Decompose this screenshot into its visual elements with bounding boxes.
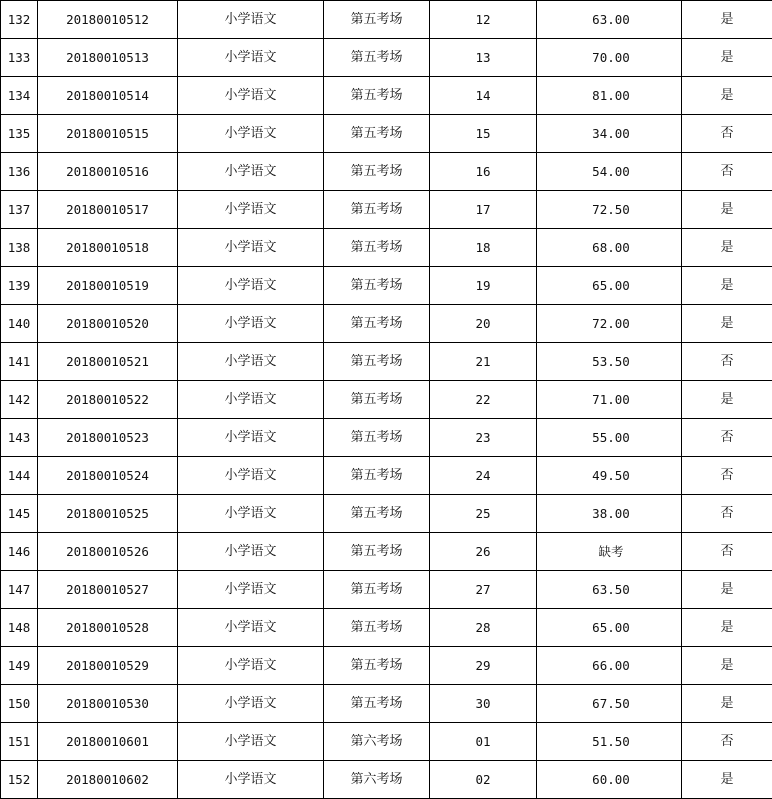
cell-subject: 小学语文: [178, 571, 324, 609]
cell-seat-number: 26: [430, 533, 537, 571]
cell-subject: 小学语文: [178, 153, 324, 191]
cell-seq: 138: [1, 229, 38, 267]
cell-candidate-id: 20180010512: [38, 1, 178, 39]
cell-score: 65.00: [537, 609, 682, 647]
cell-seat-number: 18: [430, 229, 537, 267]
cell-seq: 142: [1, 381, 38, 419]
cell-exam-room: 第五考场: [324, 533, 430, 571]
cell-subject: 小学语文: [178, 77, 324, 115]
cell-seq: 136: [1, 153, 38, 191]
cell-score: 71.00: [537, 381, 682, 419]
cell-candidate-id: 20180010519: [38, 267, 178, 305]
cell-candidate-id: 20180010602: [38, 761, 178, 799]
cell-exam-room: 第五考场: [324, 1, 430, 39]
cell-seat-number: 30: [430, 685, 537, 723]
cell-candidate-id: 20180010518: [38, 229, 178, 267]
table-row: [1, 153, 772, 191]
cell-exam-room: 第五考场: [324, 609, 430, 647]
cell-subject: 小学语文: [178, 191, 324, 229]
cell-subject: 小学语文: [178, 39, 324, 77]
cell-qualified: 是: [682, 39, 772, 77]
cell-seq: 139: [1, 267, 38, 305]
cell-score: 67.50: [537, 685, 682, 723]
cell-seq: 150: [1, 685, 38, 723]
cell-exam-room: 第五考场: [324, 153, 430, 191]
cell-subject: 小学语文: [178, 381, 324, 419]
cell-seq: 146: [1, 533, 38, 571]
cell-seq: 144: [1, 457, 38, 495]
cell-candidate-id: 20180010526: [38, 533, 178, 571]
cell-candidate-id: 20180010521: [38, 343, 178, 381]
cell-candidate-id: 20180010528: [38, 609, 178, 647]
cell-exam-room: 第五考场: [324, 191, 430, 229]
cell-qualified: 是: [682, 647, 772, 685]
cell-subject: 小学语文: [178, 305, 324, 343]
cell-score: 81.00: [537, 77, 682, 115]
table-row: [1, 457, 772, 495]
cell-seat-number: 19: [430, 267, 537, 305]
table-row: [1, 571, 772, 609]
cell-score: 51.50: [537, 723, 682, 761]
table-row: [1, 723, 772, 761]
cell-qualified: 是: [682, 191, 772, 229]
cell-exam-room: 第五考场: [324, 381, 430, 419]
cell-seat-number: 21: [430, 343, 537, 381]
cell-subject: 小学语文: [178, 267, 324, 305]
cell-exam-room: 第五考场: [324, 647, 430, 685]
cell-subject: 小学语文: [178, 647, 324, 685]
table-row: [1, 609, 772, 647]
cell-candidate-id: 20180010525: [38, 495, 178, 533]
cell-exam-room: 第五考场: [324, 685, 430, 723]
cell-subject: 小学语文: [178, 495, 324, 533]
cell-exam-room: 第五考场: [324, 77, 430, 115]
cell-qualified: 是: [682, 1, 772, 39]
table-row: [1, 267, 772, 305]
table-row: [1, 115, 772, 153]
cell-candidate-id: 20180010520: [38, 305, 178, 343]
cell-seat-number: 22: [430, 381, 537, 419]
cell-score: 63.00: [537, 1, 682, 39]
cell-qualified: 否: [682, 457, 772, 495]
cell-seq: 137: [1, 191, 38, 229]
cell-seq: 151: [1, 723, 38, 761]
cell-score: 66.00: [537, 647, 682, 685]
table-row: [1, 305, 772, 343]
cell-exam-room: 第六考场: [324, 761, 430, 799]
cell-qualified: 是: [682, 305, 772, 343]
cell-exam-room: 第五考场: [324, 495, 430, 533]
table-row: [1, 77, 772, 115]
cell-score: 63.50: [537, 571, 682, 609]
cell-qualified: 否: [682, 115, 772, 153]
cell-candidate-id: 20180010522: [38, 381, 178, 419]
cell-qualified: 是: [682, 77, 772, 115]
cell-candidate-id: 20180010513: [38, 39, 178, 77]
table-row: [1, 647, 772, 685]
cell-candidate-id: 20180010515: [38, 115, 178, 153]
table-row: [1, 191, 772, 229]
cell-candidate-id: 20180010514: [38, 77, 178, 115]
cell-subject: 小学语文: [178, 723, 324, 761]
cell-seq: 140: [1, 305, 38, 343]
cell-subject: 小学语文: [178, 1, 324, 39]
cell-seq: 133: [1, 39, 38, 77]
cell-candidate-id: 20180010516: [38, 153, 178, 191]
cell-seq: 152: [1, 761, 38, 799]
cell-candidate-id: 20180010527: [38, 571, 178, 609]
cell-seat-number: 14: [430, 77, 537, 115]
cell-seat-number: 17: [430, 191, 537, 229]
cell-exam-room: 第五考场: [324, 115, 430, 153]
cell-subject: 小学语文: [178, 115, 324, 153]
cell-seat-number: 13: [430, 39, 537, 77]
cell-score: 65.00: [537, 267, 682, 305]
cell-seq: 149: [1, 647, 38, 685]
table-row: [1, 1, 772, 39]
cell-candidate-id: 20180010601: [38, 723, 178, 761]
cell-exam-room: 第五考场: [324, 229, 430, 267]
cell-score: 72.00: [537, 305, 682, 343]
table-row: [1, 229, 772, 267]
cell-seat-number: 15: [430, 115, 537, 153]
cell-subject: 小学语文: [178, 685, 324, 723]
cell-seq: 135: [1, 115, 38, 153]
table-row: [1, 419, 772, 457]
cell-seat-number: 20: [430, 305, 537, 343]
cell-seat-number: 12: [430, 1, 537, 39]
table-body: [1, 1, 772, 799]
cell-score: 68.00: [537, 229, 682, 267]
cell-seat-number: 28: [430, 609, 537, 647]
table-row: [1, 343, 772, 381]
cell-seat-number: 24: [430, 457, 537, 495]
cell-exam-room: 第五考场: [324, 39, 430, 77]
cell-qualified: 是: [682, 267, 772, 305]
cell-seat-number: 02: [430, 761, 537, 799]
cell-seat-number: 27: [430, 571, 537, 609]
cell-qualified: 否: [682, 343, 772, 381]
cell-qualified: 否: [682, 533, 772, 571]
cell-exam-room: 第六考场: [324, 723, 430, 761]
cell-seq: 132: [1, 1, 38, 39]
cell-subject: 小学语文: [178, 609, 324, 647]
cell-exam-room: 第五考场: [324, 571, 430, 609]
cell-qualified: 否: [682, 723, 772, 761]
cell-exam-room: 第五考场: [324, 457, 430, 495]
cell-qualified: 是: [682, 609, 772, 647]
cell-seat-number: 23: [430, 419, 537, 457]
table-row: [1, 533, 772, 571]
cell-score: 60.00: [537, 761, 682, 799]
cell-subject: 小学语文: [178, 457, 324, 495]
cell-seat-number: 16: [430, 153, 537, 191]
cell-qualified: 否: [682, 153, 772, 191]
cell-qualified: 否: [682, 495, 772, 533]
cell-subject: 小学语文: [178, 419, 324, 457]
cell-candidate-id: 20180010530: [38, 685, 178, 723]
cell-qualified: 是: [682, 381, 772, 419]
cell-exam-room: 第五考场: [324, 343, 430, 381]
cell-seq: 148: [1, 609, 38, 647]
cell-seq: 147: [1, 571, 38, 609]
cell-qualified: 是: [682, 685, 772, 723]
cell-score: 缺考: [537, 533, 682, 571]
cell-seat-number: 01: [430, 723, 537, 761]
cell-qualified: 是: [682, 761, 772, 799]
cell-score: 55.00: [537, 419, 682, 457]
cell-score: 38.00: [537, 495, 682, 533]
cell-score: 54.00: [537, 153, 682, 191]
cell-subject: 小学语文: [178, 229, 324, 267]
table-row: [1, 495, 772, 533]
cell-qualified: 否: [682, 419, 772, 457]
cell-seq: 145: [1, 495, 38, 533]
cell-seq: 134: [1, 77, 38, 115]
cell-exam-room: 第五考场: [324, 267, 430, 305]
cell-seq: 141: [1, 343, 38, 381]
cell-exam-room: 第五考场: [324, 419, 430, 457]
cell-score: 70.00: [537, 39, 682, 77]
cell-subject: 小学语文: [178, 343, 324, 381]
cell-subject: 小学语文: [178, 533, 324, 571]
cell-subject: 小学语文: [178, 761, 324, 799]
cell-qualified: 是: [682, 571, 772, 609]
cell-seat-number: 25: [430, 495, 537, 533]
cell-score: 34.00: [537, 115, 682, 153]
table-row: [1, 761, 772, 799]
table-row: [1, 685, 772, 723]
cell-score: 49.50: [537, 457, 682, 495]
table-row: [1, 39, 772, 77]
cell-exam-room: 第五考场: [324, 305, 430, 343]
cell-qualified: 是: [682, 229, 772, 267]
table-row: [1, 381, 772, 419]
cell-candidate-id: 20180010529: [38, 647, 178, 685]
cell-score: 53.50: [537, 343, 682, 381]
cell-seat-number: 29: [430, 647, 537, 685]
cell-candidate-id: 20180010524: [38, 457, 178, 495]
cell-candidate-id: 20180010517: [38, 191, 178, 229]
cell-seq: 143: [1, 419, 38, 457]
cell-candidate-id: 20180010523: [38, 419, 178, 457]
cell-score: 72.50: [537, 191, 682, 229]
